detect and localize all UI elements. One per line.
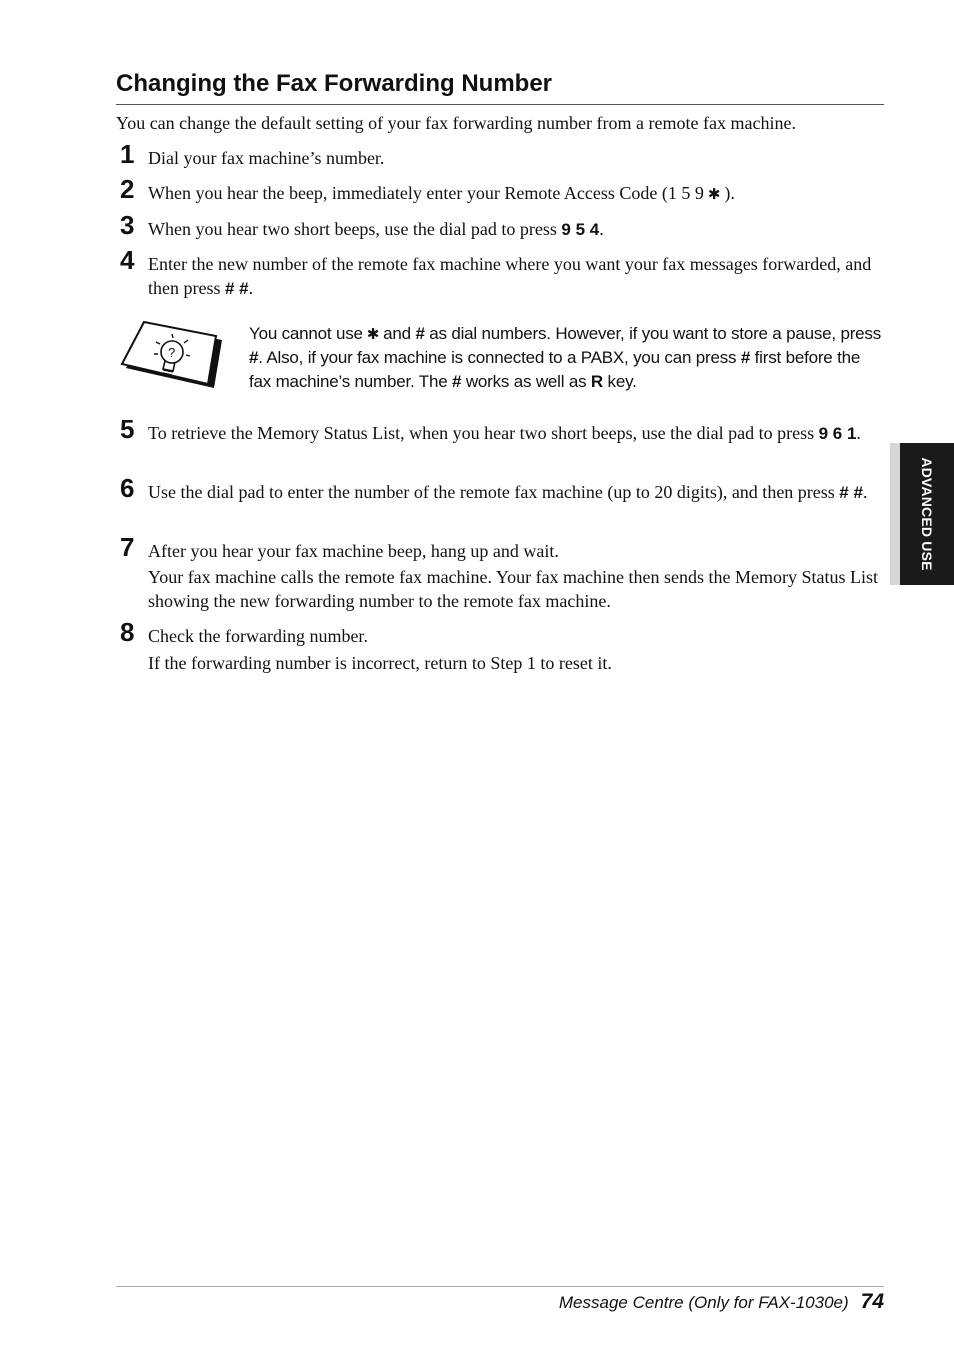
- svg-text:?: ?: [168, 345, 176, 360]
- side-tab-band: [900, 443, 954, 585]
- star-key-icon: ✱: [707, 185, 721, 203]
- note-key: #: [415, 324, 425, 343]
- footer-chapter-title: Message Centre (Only for FAX-1030e): [558, 1293, 849, 1312]
- step-number: 1: [120, 139, 135, 169]
- key-sequence: # #: [224, 279, 249, 298]
- note-segment: and: [383, 324, 411, 343]
- step-detail: If the forwarding number is incorrect, return to Step 1 to reset it.: [148, 653, 612, 673]
- step-number: 2: [120, 174, 135, 204]
- note-segment: key.: [607, 372, 637, 391]
- step-text: Check the forwarding number.: [148, 626, 368, 646]
- note-segment: You cannot use: [249, 324, 363, 343]
- step-4: [116, 245, 886, 301]
- step-number: 7: [120, 532, 135, 562]
- step-text: Dial your fax machine’s number.: [148, 148, 385, 168]
- step-text-end: .: [862, 482, 868, 502]
- step-8: [116, 617, 886, 675]
- step-5: [116, 414, 886, 446]
- page-number: 74: [860, 1290, 884, 1313]
- step-7: [116, 532, 886, 613]
- page-heading: Changing the Fax Forwarding Number: [116, 68, 884, 105]
- page-footer: [559, 1290, 884, 1314]
- step-2: [116, 174, 886, 206]
- step-text-end: ).: [724, 183, 735, 203]
- key-sequence: 9 5 4: [561, 220, 600, 239]
- note-key: #: [740, 348, 751, 367]
- note-key: #: [452, 372, 462, 391]
- note-segment: first before the fax machine’s number. The: [249, 348, 861, 391]
- footer-divider: [116, 1286, 884, 1287]
- star-key-icon: ✱: [366, 325, 380, 343]
- step-text-end: .: [248, 278, 254, 298]
- step-number: 6: [120, 473, 135, 503]
- step-3: [116, 210, 886, 242]
- note-text: [249, 322, 885, 394]
- note-segment: . Also, if your fax machine is connected to a PABX, you can press: [258, 348, 737, 367]
- section-side-tab: [890, 443, 954, 585]
- lightbulb-note-icon: [118, 320, 222, 396]
- step-text: Enter the new number of the remote fax machine where you want your fax messages forwarded, and then press: [148, 254, 872, 298]
- step-text-end: .: [856, 423, 861, 443]
- step-6: [116, 473, 886, 505]
- step-text: Use the dial pad to enter the number of the remote fax machine (up to 20 digits), and then press: [148, 482, 835, 502]
- note-key: #: [249, 348, 259, 367]
- step-number: 3: [120, 210, 135, 240]
- step-1: [116, 139, 886, 170]
- step-number: 5: [120, 414, 135, 444]
- step-number: 8: [120, 617, 135, 647]
- step-text: When you hear two short beeps, use the dial pad to press: [148, 219, 557, 239]
- step-number: 4: [120, 245, 135, 275]
- step-text: After you hear your fax machine beep, hang up and wait.: [148, 541, 559, 561]
- note-key: R: [590, 372, 603, 391]
- note-segment: works as well as: [465, 372, 587, 391]
- step-detail: Your fax machine calls the remote fax machine. Your fax machine then sends the Memory Status List showing the new forwarding number to the remote fax machine.: [148, 567, 879, 611]
- key-sequence: # #: [839, 483, 863, 502]
- step-text: When you hear the beep, immediately enter your Remote Access Code (1 5 9: [148, 183, 704, 203]
- step-text-end: .: [599, 219, 604, 239]
- step-text: To retrieve the Memory Status List, when you hear two short beeps, use the dial pad to press: [148, 423, 815, 443]
- note-segment: as dial numbers. However, if you want to store a pause, press: [429, 324, 882, 343]
- key-sequence: 9 6 1: [818, 424, 857, 443]
- intro-paragraph: You can change the default setting of your fax forwarding number from a remote fax machine.: [116, 113, 796, 133]
- side-tab-label: ADVANCED USE: [919, 457, 935, 571]
